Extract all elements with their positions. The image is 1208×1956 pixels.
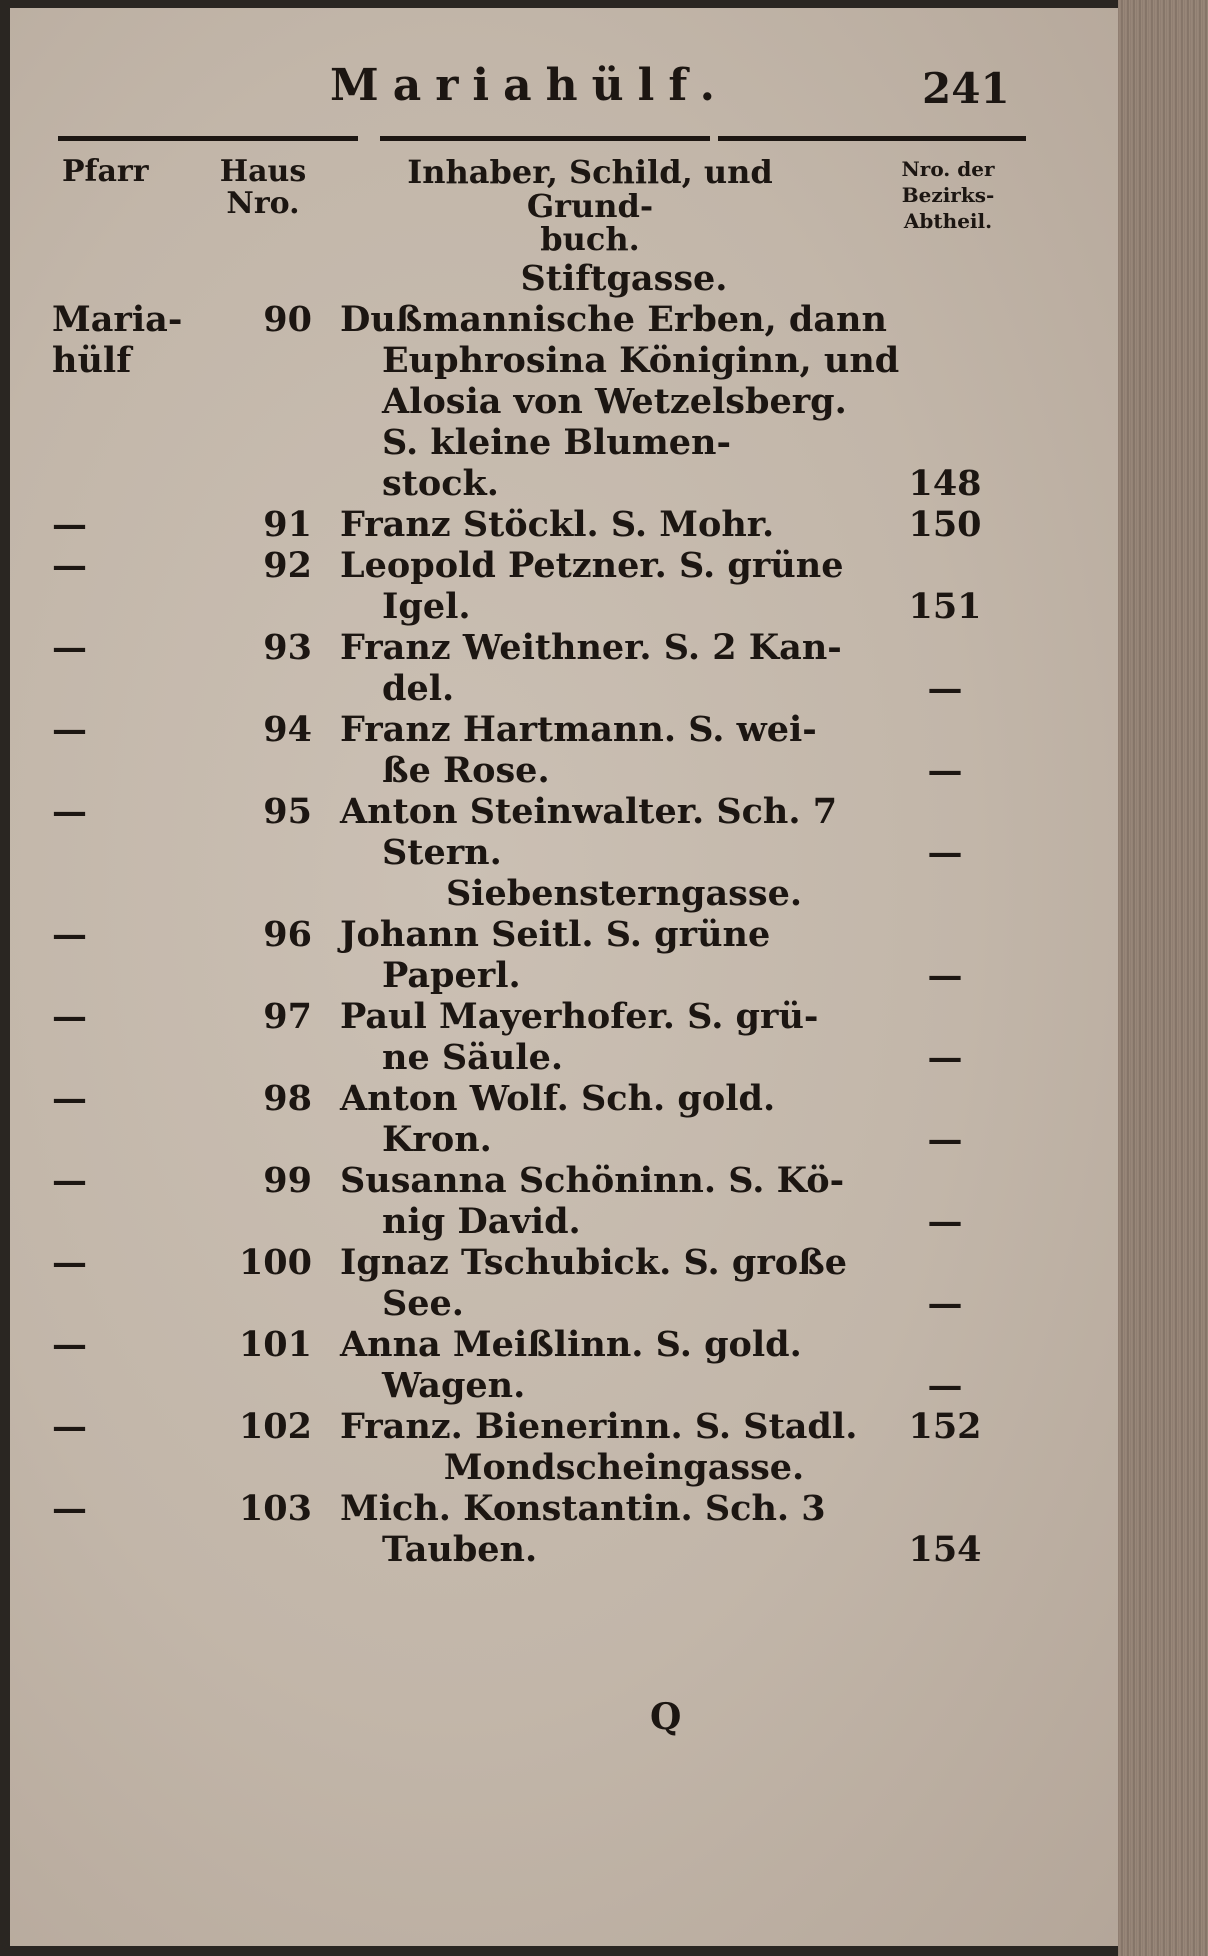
house-number-cell: 99 [263,1160,312,1201]
owner-sign-cell: stock. [382,463,499,504]
street-heading: Mondscheingasse. [443,1447,805,1488]
owner-sign-cell: Wagen. [382,1365,526,1406]
house-number-cell: 94 [263,709,312,750]
parish-cell: — [52,996,87,1037]
table-row [10,1242,1118,1283]
house-number-cell: 102 [238,1406,312,1447]
parish-cell: — [52,1324,87,1365]
table-row-continuation [10,832,1118,873]
district-number-cell: 152 [908,1406,982,1447]
owner-sign-cell: Paperl. [382,955,521,996]
column-header-bezirk [878,156,1018,234]
house-number-cell: 91 [263,504,312,545]
table-row-continuation [10,955,1118,996]
owner-sign-cell: nig David. [382,1201,581,1242]
owner-sign-cell: ne Säule. [382,1037,564,1078]
street-heading: Siebensterngasse. [445,873,803,914]
district-number-cell: — [927,1119,963,1160]
column-header-inhaber-line: Inhaber, Schild, und Grund- [407,153,773,225]
owner-sign-cell: Stern. [382,832,502,873]
book-page-edges [1118,0,1208,1956]
table-row-continuation [10,1037,1118,1078]
district-number-cell: 150 [908,504,982,545]
parish-cell: — [52,504,87,545]
column-header-haus-line: Haus [219,154,307,189]
owner-sign-cell: Franz Weithner. S. 2 Kan- [340,627,842,668]
column-header-bezirk-line: Abtheil. [903,209,993,233]
owner-sign-cell: Euphrosina Königinn, und [382,340,900,381]
owner-sign-cell: Anna Meißlinn. S. gold. [340,1324,802,1365]
signature-mark: Q [650,1696,682,1738]
column-header-inhaber [340,153,840,259]
column-header-haus-line: Nro. [226,185,300,221]
running-title: Mariahülf. [330,60,729,111]
house-number-cell: 93 [263,627,312,668]
table-row [10,791,1118,832]
table-row-continuation [10,1283,1118,1324]
district-number-cell: — [927,1365,963,1406]
owner-sign-cell: ße Rose. [382,750,550,791]
owner-sign-cell: Franz Hartmann. S. wei- [340,709,817,750]
house-number-cell: 95 [263,791,312,832]
table-row-continuation [10,1365,1118,1406]
table-row-continuation [10,422,1118,463]
parish-cell: — [52,1406,87,1447]
owner-sign-cell: Paul Mayerhofer. S. grü- [340,996,819,1037]
district-number-cell: — [927,750,963,791]
table-row [10,709,1118,750]
table-row-continuation [10,1119,1118,1160]
column-header-inhaber-line: buch. [540,220,640,259]
owner-sign-cell: Mich. Konstantin. Sch. 3 [340,1488,826,1529]
district-number-cell: — [927,832,963,873]
table-row [10,299,1118,340]
parish-cell: — [52,1160,87,1201]
parish-cell: — [52,1488,87,1529]
owner-sign-cell: Anton Wolf. Sch. gold. [340,1078,776,1119]
owner-sign-cell: Igel. [382,586,471,627]
district-number-cell: — [927,1283,963,1324]
street-heading: Stiftgasse. [520,258,728,299]
district-number-cell: — [927,668,963,709]
district-number-cell: 148 [908,463,982,504]
house-number-cell: 101 [238,1324,312,1365]
table-row-continuation [10,750,1118,791]
owner-sign-cell: Franz Stöckl. S. Mohr. [340,504,775,545]
parish-cell: Maria- [52,299,183,340]
owner-sign-cell: Franz. Bienerinn. S. Stadl. [340,1406,858,1447]
owner-sign-cell: Susanna Schöninn. S. Kö- [340,1160,845,1201]
table-row [10,996,1118,1037]
owner-sign-cell: Dußmannische Erben, dann [340,299,887,340]
owner-sign-cell: Kron. [382,1119,492,1160]
table-row [10,504,1118,545]
table-row-continuation [10,381,1118,422]
owner-sign-cell: Ignaz Tschubick. S. große [340,1242,847,1283]
column-header-bezirk-line: Nro. der [901,157,995,181]
house-number-cell: 98 [263,1078,312,1119]
owner-sign-cell: See. [382,1283,464,1324]
register-table [10,258,1118,1570]
table-row [10,914,1118,955]
table-row [10,545,1118,586]
table-row-continuation [10,340,1118,381]
table-row [10,1078,1118,1119]
district-number-cell: — [927,1201,963,1242]
parish-cell: — [52,1078,87,1119]
table-row [10,1324,1118,1365]
owner-sign-cell: Alosia von Wetzelsberg. [382,381,847,422]
owner-sign-cell: del. [382,668,455,709]
house-number-cell: 92 [263,545,312,586]
column-header-haus [218,156,308,219]
parish-cell: — [52,627,87,668]
table-row-continuation [10,1201,1118,1242]
parish-cell: hülf [52,340,132,381]
owner-sign-cell: S. kleine Blumen- [382,422,732,463]
owner-sign-cell: Leopold Petzner. S. grüne [340,545,844,586]
page-number: 241 [922,64,1010,113]
table-row [10,1406,1118,1447]
table-row [10,1160,1118,1201]
district-number-cell: — [927,955,963,996]
parish-cell: — [52,709,87,750]
house-number-cell: 96 [263,914,312,955]
district-number-cell: — [927,1037,963,1078]
owner-sign-cell: Johann Seitl. S. grüne [340,914,771,955]
header-rule [58,136,358,141]
column-header-pfarr: Pfarr [62,154,149,189]
district-number-cell: 154 [908,1529,982,1570]
house-number-cell: 90 [263,299,312,340]
parish-cell: — [52,545,87,586]
table-row-continuation [10,1529,1118,1570]
table-row [10,1488,1118,1529]
column-header-bezirk-line: Bezirks- [901,183,995,207]
parish-cell: — [52,791,87,832]
table-row-continuation [10,586,1118,627]
house-number-cell: 103 [238,1488,312,1529]
header-rule [380,136,710,141]
parish-cell: — [52,1242,87,1283]
owner-sign-cell: Anton Steinwalter. Sch. 7 [340,791,838,832]
book-page [10,8,1118,1946]
table-row [10,627,1118,668]
table-row-continuation [10,463,1118,504]
parish-cell: — [52,914,87,955]
owner-sign-cell: Tauben. [382,1529,538,1570]
house-number-cell: 100 [238,1242,312,1283]
header-rule [718,136,1026,141]
page-header [10,60,1118,120]
table-row-continuation [10,668,1118,709]
district-number-cell: 151 [908,586,982,627]
house-number-cell: 97 [263,996,312,1037]
